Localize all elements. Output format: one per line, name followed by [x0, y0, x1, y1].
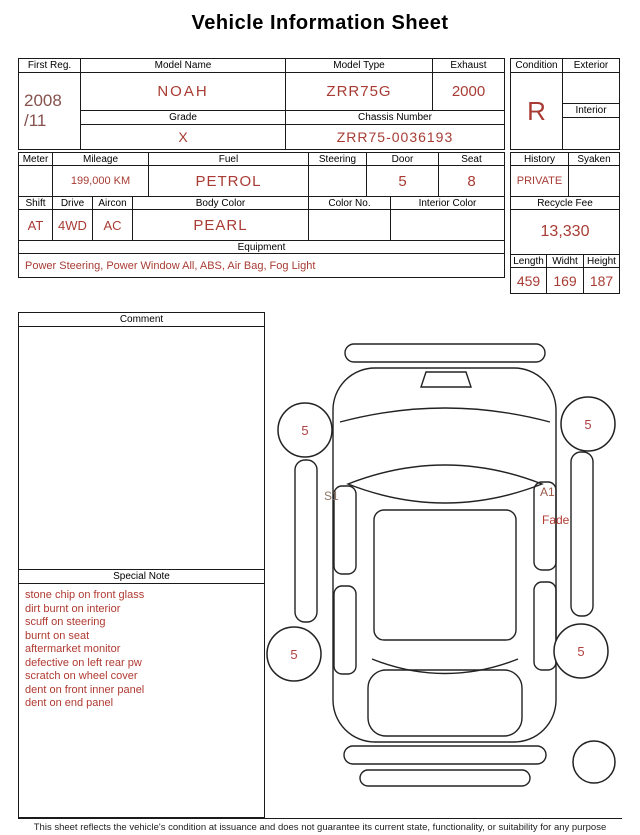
rear-bumper [344, 746, 546, 764]
seat-label: Seat [461, 153, 482, 165]
length-label: Length [511, 255, 547, 267]
spec-row-2-labels [19, 197, 504, 210]
color-no-label: Color No. [309, 197, 391, 209]
special-note-item: burnt on seat [25, 629, 90, 642]
header-table [18, 58, 505, 150]
bottom-rule [18, 818, 622, 819]
exhaust-value: 2000 [433, 73, 504, 111]
spec-row-1-values [19, 166, 504, 197]
history-values-row [511, 166, 619, 197]
seat-value: 8 [467, 172, 476, 190]
equipment-label-row [19, 241, 504, 254]
model-name-label: Model Name [81, 59, 286, 73]
hood-line [340, 408, 550, 422]
recycle-fee-value: 13,330 [540, 223, 590, 240]
front-bumper [345, 344, 545, 362]
spare-wheel [573, 741, 615, 783]
width-label: Widht [547, 255, 584, 267]
door-value: 5 [367, 166, 439, 196]
special-note-item: dirt burnt on interior [25, 602, 121, 615]
syaken-value [569, 166, 619, 196]
footer-disclaimer: This sheet reflects the vehicle's condition at issuance and does not guarantee its current state, functionality, or suitability for any purpose [33, 822, 607, 833]
model-type-label: Model Type [286, 59, 433, 73]
shift-label: Shift [19, 197, 53, 209]
exterior-label: Exterior [563, 59, 619, 73]
height-value: 187 [589, 272, 614, 289]
fuel-value: PETROL [149, 166, 309, 196]
recycle-fee-label-row [511, 197, 619, 210]
body-color-label: Body Color [133, 197, 309, 209]
zone-labels [324, 485, 570, 527]
interior-value [563, 118, 619, 149]
equipment-value: Power Steering, Power Window All, ABS, Air Bag, Fog Light [25, 259, 316, 272]
history-label: History [511, 153, 569, 165]
page-title: Vehicle Information Sheet [191, 12, 449, 34]
first-reg-value [19, 73, 81, 149]
fuel-label: Fuel [149, 153, 309, 165]
meter-label: Meter [19, 153, 53, 165]
wheel-mark-rear-right: 5 [577, 644, 585, 659]
dimension-values-row [511, 268, 619, 293]
body-color-value: PEARL [133, 210, 309, 240]
wheel-mark-rear-left: 5 [290, 647, 298, 662]
comment-box [18, 312, 265, 818]
shift-value: AT [19, 210, 53, 240]
windshield [348, 465, 542, 503]
condition-box [510, 58, 620, 150]
wheel-mark-front-right: 5 [584, 417, 592, 432]
equipment-label: Equipment [237, 241, 286, 253]
aircon-value: AC [93, 210, 133, 240]
left-rear-door [334, 586, 356, 674]
steering-label: Steering [309, 153, 367, 165]
spec-row-1-labels [19, 153, 504, 166]
model-name-value: NOAH [81, 73, 286, 111]
drive-value: 4WD [53, 210, 93, 240]
aircon-label: Aircon [93, 197, 133, 209]
wheels [267, 397, 615, 783]
color-no-value [309, 210, 391, 240]
drive-label: Drive [53, 197, 93, 209]
front-vent [421, 372, 471, 387]
special-note-item: aftermarket monitor [25, 643, 121, 655]
syaken-label: Syaken [577, 153, 611, 165]
zone-label-fade: Fade [542, 513, 570, 527]
length-value: 459 [511, 268, 547, 293]
condition-label: Condition [511, 59, 563, 73]
model-type-value: ZRR75G [286, 73, 433, 111]
special-note-item: scuff on steering [25, 616, 106, 628]
mileage-label: Mileage [53, 153, 149, 165]
special-note-item: stone chip on front glass [25, 589, 145, 601]
condition-value: R [511, 73, 563, 149]
rear-window [372, 659, 518, 674]
special-note-header: Special Note [19, 570, 264, 584]
special-note-item: scratch on wheel cover [25, 670, 138, 682]
roof-panel [374, 510, 516, 640]
mileage-value: 199,000 KM [53, 166, 149, 196]
car-body-outline [295, 344, 593, 786]
equipment-value-row [19, 254, 504, 277]
interior-label: Interior [563, 104, 619, 118]
grade-value: X [81, 125, 286, 149]
comment-body [19, 327, 264, 570]
wheel-marks [290, 417, 591, 662]
comment-header: Comment [19, 313, 264, 327]
wheel-mark-front-left: 5 [301, 423, 309, 438]
first-reg-year: 2008 [24, 91, 62, 111]
exterior-value [563, 73, 619, 104]
spec-table [18, 152, 505, 278]
history-box [510, 152, 620, 294]
rear-lower-bumper [360, 770, 530, 786]
steering-value [309, 166, 367, 196]
recycle-fee-value-row [511, 210, 619, 255]
dimension-labels-row [511, 255, 619, 268]
right-rear-door [534, 582, 556, 670]
zone-label-s1: S1 [324, 489, 339, 503]
grade-label: Grade [81, 111, 286, 125]
special-note-item: defective on left rear pw [25, 656, 142, 669]
meter-value [19, 166, 53, 196]
history-value: PRIVATE [511, 166, 569, 196]
special-note-list [19, 584, 264, 817]
first-reg-month: /11 [24, 111, 47, 130]
chassis-number-value: ZRR75-0036193 [336, 129, 454, 145]
spec-row-2-values [19, 210, 504, 241]
car-top-view-svg [268, 314, 636, 818]
exhaust-label: Exhaust [433, 59, 504, 73]
height-label: Height [587, 255, 616, 267]
door-label: Door [367, 153, 439, 165]
car-condition-diagram [268, 314, 636, 818]
first-reg-label: First Reg. [19, 59, 81, 73]
zone-label-a1: A1 [540, 485, 555, 499]
right-side-sill [571, 452, 593, 616]
width-value: 169 [547, 268, 584, 293]
left-side-sill [295, 460, 317, 622]
special-note-item: dent on end panel [25, 697, 114, 709]
interior-color-value [391, 210, 504, 240]
recycle-fee-label: Recycle Fee [537, 197, 593, 209]
special-note-item: dent on front inner panel [25, 683, 145, 696]
chassis-number-label: Chassis Number [286, 111, 504, 125]
history-labels-row [511, 153, 619, 166]
rear-hatch [368, 670, 522, 736]
interior-color-label: Interior Color [418, 197, 477, 209]
